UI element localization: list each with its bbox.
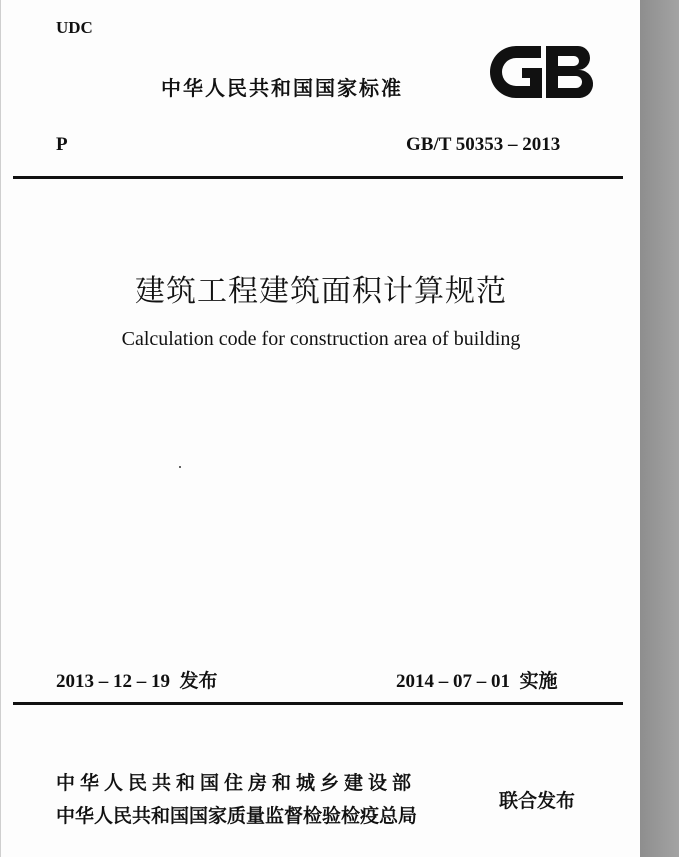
bottom-divider — [13, 702, 623, 705]
viewer-gutter — [640, 0, 679, 857]
chinese-title: 建筑工程建筑面积计算规范 — [135, 274, 507, 309]
issuer-ministry: 中华人民共和国住房和城乡建设部 — [56, 772, 417, 794]
issue-date-line — [56, 666, 218, 693]
english-title: Calculation code for construction area of building — [121, 328, 521, 350]
category-code: P — [56, 134, 68, 155]
joint-issue-label: 联合发布 — [499, 790, 576, 812]
gb-logo — [486, 42, 596, 102]
issue-label: 发布 — [179, 670, 218, 692]
issue-date: 2013 – 12 – 19 — [56, 671, 170, 692]
speck-mark — [179, 466, 181, 468]
top-divider — [13, 176, 623, 179]
standard-number: GB/T 50353 – 2013 — [406, 134, 561, 155]
issuer-aqsiq: 中华人民共和国国家质量监督检验检疫总局 — [56, 805, 418, 827]
effective-date-line — [396, 666, 558, 693]
gb-logo-mark — [490, 46, 593, 98]
national-standard-heading: 中华人民共和国国家标准 — [161, 76, 403, 100]
udc-label: UDC — [56, 18, 93, 37]
effective-label: 实施 — [519, 670, 558, 692]
effective-date: 2014 – 07 – 01 — [396, 671, 510, 692]
